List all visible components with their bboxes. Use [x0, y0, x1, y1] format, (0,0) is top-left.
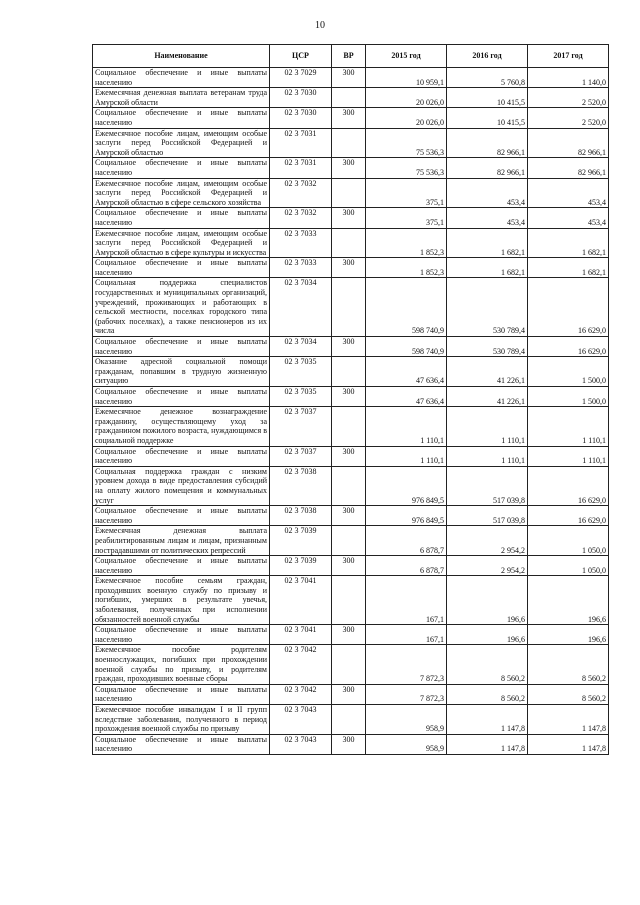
table-row	[93, 684, 609, 704]
row-2016: 453,4	[447, 178, 528, 208]
table-row	[93, 407, 609, 446]
row-name: Ежемесячная денежная выплата ветеранам труда Амурской области	[93, 88, 270, 108]
row-2015: 976 849,5	[366, 506, 447, 526]
row-2016: 82 966,1	[447, 128, 528, 158]
row-2015: 958,9	[366, 734, 447, 754]
row-csr: 02 3 7030	[270, 88, 332, 108]
row-vr: 300	[332, 387, 366, 407]
row-csr: 02 3 7030	[270, 108, 332, 128]
row-name: Ежемесячное денежное вознаграждение гражданину, осуществляющему уход за гражданином пожилого возраста, нуждающимся в социальной поддержке	[93, 407, 270, 446]
row-2015: 10 959,1	[366, 68, 447, 88]
row-name: Социальное обеспечение и иные выплаты населению	[93, 108, 270, 128]
row-2017: 453,4	[528, 178, 609, 208]
row-2017: 2 520,0	[528, 108, 609, 128]
row-2016: 41 226,1	[447, 357, 528, 387]
row-2017: 82 966,1	[528, 158, 609, 178]
row-csr: 02 3 7032	[270, 178, 332, 208]
row-2016: 530 789,4	[447, 337, 528, 357]
row-vr: 300	[332, 258, 366, 278]
row-csr: 02 3 7043	[270, 705, 332, 735]
row-2016: 10 415,5	[447, 88, 528, 108]
row-2017: 1 682,1	[528, 228, 609, 258]
row-name: Ежемесячное пособие инвалидам I и II групп вследствие заболевания, полученного в период прохождения военной службы по призыву	[93, 705, 270, 735]
row-2015: 1 852,3	[366, 228, 447, 258]
table-row	[93, 556, 609, 576]
row-2017: 453,4	[528, 208, 609, 228]
table-row	[93, 387, 609, 407]
row-vr: 300	[332, 158, 366, 178]
row-name: Ежемесячное пособие лицам, имеющим особые заслуги перед Российской Федерацией и Амурской областью	[93, 128, 270, 158]
header-2015: 2015 год	[366, 45, 447, 68]
row-vr	[332, 705, 366, 735]
row-2015: 375,1	[366, 208, 447, 228]
row-2017: 1 147,8	[528, 734, 609, 754]
row-2015: 7 872,3	[366, 684, 447, 704]
row-csr: 02 3 7029	[270, 68, 332, 88]
row-2015: 976 849,5	[366, 466, 447, 505]
table-row	[93, 178, 609, 208]
row-2015: 75 536,3	[366, 158, 447, 178]
row-2017: 16 629,0	[528, 337, 609, 357]
row-2016: 1 682,1	[447, 258, 528, 278]
row-csr: 02 3 7033	[270, 228, 332, 258]
row-2015: 47 636,4	[366, 387, 447, 407]
row-vr	[332, 128, 366, 158]
table-row	[93, 506, 609, 526]
row-2017: 16 629,0	[528, 466, 609, 505]
row-csr: 02 3 7034	[270, 278, 332, 337]
budget-table	[92, 44, 609, 755]
row-2016: 1 682,1	[447, 228, 528, 258]
row-vr: 300	[332, 68, 366, 88]
row-name: Социальное обеспечение и иные выплаты населению	[93, 258, 270, 278]
row-vr	[332, 576, 366, 625]
row-csr: 02 3 7038	[270, 506, 332, 526]
table-row	[93, 337, 609, 357]
row-2017: 1 110,1	[528, 446, 609, 466]
row-2016: 1 147,8	[447, 705, 528, 735]
row-name: Социальное обеспечение и иные выплаты населению	[93, 68, 270, 88]
row-2016: 517 039,8	[447, 506, 528, 526]
row-vr	[332, 526, 366, 556]
row-2017: 16 629,0	[528, 506, 609, 526]
row-2016: 41 226,1	[447, 387, 528, 407]
row-vr: 300	[332, 208, 366, 228]
row-vr	[332, 88, 366, 108]
table-row	[93, 705, 609, 735]
row-name: Ежемесячное пособие семьям граждан, проходивших военную службу по призыву и погибших, умерших в результате увечья, заболевания, полученных при исполнении обязанностей военной службы	[93, 576, 270, 625]
row-name: Социальная поддержка граждан с низким уровнем дохода в виде предоставления субсидий на оплату жилого помещения и коммунальных услуг	[93, 466, 270, 505]
row-2016: 453,4	[447, 208, 528, 228]
row-2016: 8 560,2	[447, 684, 528, 704]
row-2016: 517 039,8	[447, 466, 528, 505]
row-2016: 82 966,1	[447, 158, 528, 178]
row-vr	[332, 228, 366, 258]
row-vr	[332, 178, 366, 208]
row-2017: 1 147,8	[528, 705, 609, 735]
row-2015: 598 740,9	[366, 278, 447, 337]
row-2015: 20 026,0	[366, 108, 447, 128]
row-name: Социальное обеспечение и иные выплаты населению	[93, 208, 270, 228]
row-csr: 02 3 7039	[270, 556, 332, 576]
row-name: Ежемесячное пособие лицам, имеющим особые заслуги перед Российской Федерацией и Амурской областью в сфере сельского хозяйства	[93, 178, 270, 208]
row-vr: 300	[332, 625, 366, 645]
row-2017: 2 520,0	[528, 88, 609, 108]
row-2015: 1 110,1	[366, 446, 447, 466]
row-csr: 02 3 7042	[270, 645, 332, 684]
row-2017: 196,6	[528, 625, 609, 645]
row-vr	[332, 278, 366, 337]
row-2015: 1 110,1	[366, 407, 447, 446]
row-csr: 02 3 7035	[270, 387, 332, 407]
table-row	[93, 128, 609, 158]
table-row	[93, 625, 609, 645]
table-row	[93, 466, 609, 505]
row-2015: 6 878,7	[366, 556, 447, 576]
row-2017: 8 560,2	[528, 684, 609, 704]
table-row	[93, 278, 609, 337]
row-vr: 300	[332, 337, 366, 357]
row-vr	[332, 645, 366, 684]
header-2017: 2017 год	[528, 45, 609, 68]
row-csr: 02 3 7035	[270, 357, 332, 387]
row-csr: 02 3 7037	[270, 407, 332, 446]
row-2017: 1 682,1	[528, 258, 609, 278]
row-2017: 82 966,1	[528, 128, 609, 158]
row-2016: 530 789,4	[447, 278, 528, 337]
row-2016: 2 954,2	[447, 526, 528, 556]
row-csr: 02 3 7031	[270, 128, 332, 158]
row-2015: 75 536,3	[366, 128, 447, 158]
row-vr	[332, 407, 366, 446]
row-name: Социальное обеспечение и иные выплаты населению	[93, 734, 270, 754]
row-name: Социальное обеспечение и иные выплаты населению	[93, 446, 270, 466]
row-2015: 167,1	[366, 576, 447, 625]
row-name: Социальное обеспечение и иные выплаты населению	[93, 625, 270, 645]
row-vr: 300	[332, 684, 366, 704]
row-name: Ежемесячная денежная выплата реабилитированным лицам и лицам, признанным пострадавшими от политических репрессий	[93, 526, 270, 556]
row-2016: 1 110,1	[447, 407, 528, 446]
row-2016: 1 110,1	[447, 446, 528, 466]
table-row	[93, 108, 609, 128]
row-name: Ежемесячное пособие родителям военнослужащих, погибших при прохождении военной службы по призыву, и родителям граждан, проходивших военные сборы	[93, 645, 270, 684]
table-row	[93, 446, 609, 466]
row-2015: 167,1	[366, 625, 447, 645]
header-row	[93, 45, 609, 68]
table-row	[93, 576, 609, 625]
table-row	[93, 68, 609, 88]
row-name: Социальная поддержка специалистов государственных и муниципальных организаций, учреждений, проживающих и работающих в сельской местности, поселках городского типа (рабочих поселках), а также пенсионеров из их числа	[93, 278, 270, 337]
page-number: 10	[315, 20, 325, 31]
row-csr: 02 3 7041	[270, 576, 332, 625]
row-2017: 196,6	[528, 576, 609, 625]
table-row	[93, 158, 609, 178]
row-2015: 375,1	[366, 178, 447, 208]
row-csr: 02 3 7037	[270, 446, 332, 466]
row-2017: 1 140,0	[528, 68, 609, 88]
table-row	[93, 228, 609, 258]
table-row	[93, 734, 609, 754]
row-csr: 02 3 7043	[270, 734, 332, 754]
row-csr: 02 3 7034	[270, 337, 332, 357]
header-vr: ВР	[332, 45, 366, 68]
row-vr: 300	[332, 446, 366, 466]
row-2017: 16 629,0	[528, 278, 609, 337]
row-vr: 300	[332, 556, 366, 576]
row-name: Социальное обеспечение и иные выплаты населению	[93, 337, 270, 357]
row-name: Социальное обеспечение и иные выплаты населению	[93, 506, 270, 526]
row-2016: 8 560,2	[447, 645, 528, 684]
row-2017: 1 050,0	[528, 526, 609, 556]
row-csr: 02 3 7042	[270, 684, 332, 704]
row-name: Ежемесячное пособие лицам, имеющим особые заслуги перед Российской Федерацией и Амурской областью в сфере культуры и искусства	[93, 228, 270, 258]
header-name: Наименование	[93, 45, 270, 68]
row-csr: 02 3 7031	[270, 158, 332, 178]
row-vr: 300	[332, 734, 366, 754]
row-2016: 1 147,8	[447, 734, 528, 754]
row-2015: 1 852,3	[366, 258, 447, 278]
row-2017: 1 110,1	[528, 407, 609, 446]
row-2015: 7 872,3	[366, 645, 447, 684]
row-csr: 02 3 7041	[270, 625, 332, 645]
row-csr: 02 3 7032	[270, 208, 332, 228]
row-vr	[332, 466, 366, 505]
row-name: Социальное обеспечение и иные выплаты населению	[93, 684, 270, 704]
row-name: Социальное обеспечение и иные выплаты населению	[93, 387, 270, 407]
table-row	[93, 526, 609, 556]
table-row	[93, 357, 609, 387]
table-row	[93, 208, 609, 228]
row-2017: 1 500,0	[528, 387, 609, 407]
header-csr: ЦСР	[270, 45, 332, 68]
row-name: Социальное обеспечение и иные выплаты населению	[93, 158, 270, 178]
row-2017: 1 500,0	[528, 357, 609, 387]
row-name: Оказание адресной социальной помощи гражданам, попавшим в трудную жизненную ситуацию	[93, 357, 270, 387]
row-name: Социальное обеспечение и иные выплаты населению	[93, 556, 270, 576]
row-csr: 02 3 7039	[270, 526, 332, 556]
row-2016: 196,6	[447, 576, 528, 625]
table-row	[93, 645, 609, 684]
row-vr: 300	[332, 506, 366, 526]
row-2016: 10 415,5	[447, 108, 528, 128]
row-2016: 2 954,2	[447, 556, 528, 576]
row-2015: 20 026,0	[366, 88, 447, 108]
row-2015: 6 878,7	[366, 526, 447, 556]
row-vr: 300	[332, 108, 366, 128]
row-csr: 02 3 7033	[270, 258, 332, 278]
row-2017: 8 560,2	[528, 645, 609, 684]
row-2016: 196,6	[447, 625, 528, 645]
row-vr	[332, 357, 366, 387]
row-2017: 1 050,0	[528, 556, 609, 576]
table-row	[93, 88, 609, 108]
row-2015: 47 636,4	[366, 357, 447, 387]
row-2015: 598 740,9	[366, 337, 447, 357]
row-csr: 02 3 7038	[270, 466, 332, 505]
row-2015: 958,9	[366, 705, 447, 735]
table-row	[93, 258, 609, 278]
row-2016: 5 760,8	[447, 68, 528, 88]
header-2016: 2016 год	[447, 45, 528, 68]
